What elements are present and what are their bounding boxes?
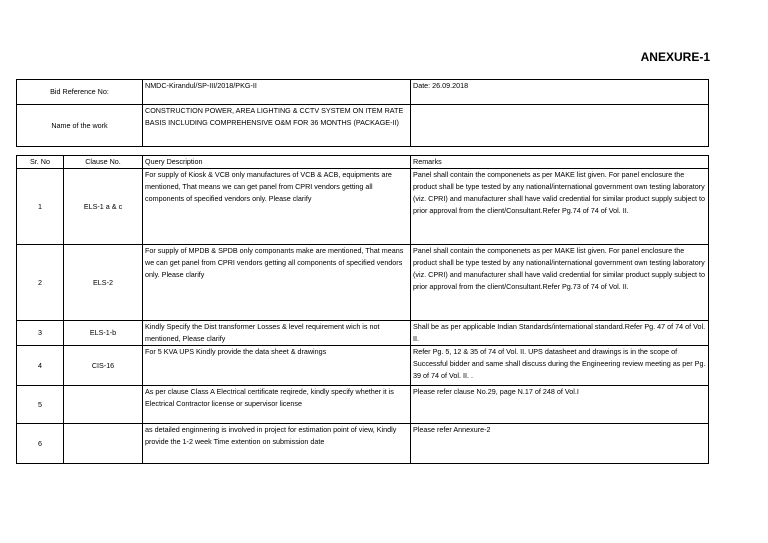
row-sr: 6 [17,424,64,464]
row-sr: 1 [17,169,64,245]
row-query: For 5 KVA UPS Kindly provide the data sheet & drawings [143,346,411,386]
row-query: as detailed enginnering is involved in project for estimation point of view, Kindly provide the 1-2 week Time extention on submission date [143,424,411,464]
row-remarks: Shall be as per applicable Indian Standards/international standard.Refer Pg. 47 of 74 of Vol. II. [411,321,709,346]
work-name-row [17,105,709,147]
bid-reference-row [17,80,709,105]
bid-date: Date: 26.09.2018 [411,80,709,105]
row-clause: ELS-1-b [64,321,143,346]
row-remarks: Panel shall contain the componenets as per MAKE list given. For panel enclosure the product shall be type tested by any national/international government own testing laboratory (viz. CPRI) and manufacturer shall have valid credential for similar product supply subject to prior approval from the client/Consultant.Refer Pg.73 of 74 of Vol. II. [411,245,709,321]
row-clause: ELS-1 a & c [64,169,143,245]
row-sr: 2 [17,245,64,321]
query-table [16,155,709,464]
table-row [17,346,709,386]
row-sr: 4 [17,346,64,386]
table-row [17,245,709,321]
header-row [17,156,709,169]
document-title: ANEXURE-1 [640,50,710,64]
row-query: For supply of MPDB & SPDB only componants make are mentioned, That means we can get panel from CPRI vendors getting all components of specified vendors only. Please clarify [143,245,411,321]
row-clause: CIS-16 [64,346,143,386]
bid-reference-label: Bid Reference No: [17,80,143,105]
row-remarks: Refer Pg. 5, 12 & 35 of 74 of Vol. II. UPS datasheet and drawings is in the scope of Successful bidder and same shall discuss during the Engineering review meeting as per Pg. 39 of 74 of Vol. II. . [411,346,709,386]
row-remarks: Please refer clause No.29, page N.17 of 248 of Vol.I [411,386,709,424]
work-name-empty [411,105,709,147]
row-query: Kindly Specify the Dist transformer Losses & level requirement wich is not mentioned, Please clarify [143,321,411,346]
header-sr-no: Sr. No [17,156,64,169]
row-remarks: Please refer Annexure-2 [411,424,709,464]
table-row [17,424,709,464]
row-sr: 5 [17,386,64,424]
row-query: For supply of Kiosk & VCB only manufactures of VCB & ACB, equipments are mentioned, That means we can get panel from CPRI vendors getting all components of specified vendors only. Please clarify [143,169,411,245]
header-query-description: Query Description [143,156,411,169]
header-clause-no: Clause No. [64,156,143,169]
table-row [17,321,709,346]
row-clause [64,386,143,424]
bid-reference-value: NMDC-Kirandul/SP-III/2018/PKG-II [143,80,411,105]
row-remarks: Panel shall contain the componenets as per MAKE list given. For panel enclosure the product shall be type tested by any national/international government own testing laboratory (viz. CPRI) and manufacturer shall have valid credential for similar product supply subject to prior approval from the client/Consultant.Refer Pg.74 of 74 of Vol. II. [411,169,709,245]
header-remarks: Remarks [411,156,709,169]
bid-info-table [16,79,709,147]
table-row [17,169,709,245]
row-clause: ELS-2 [64,245,143,321]
work-name-value: CONSTRUCTION POWER, AREA LIGHTING & CCTV SYSTEM ON ITEM RATE BASIS INCLUDING COMPREHENSIVE O&M FOR 36 MONTHS (PACKAGE-II) [143,105,411,147]
row-sr: 3 [17,321,64,346]
table-row [17,386,709,424]
row-query: As per clause Class A Electrical certificate reqirede, kindly specify whether it is Electrical Contractor license or supervisor license [143,386,411,424]
work-name-label: Name of the work [17,105,143,147]
row-clause [64,424,143,464]
